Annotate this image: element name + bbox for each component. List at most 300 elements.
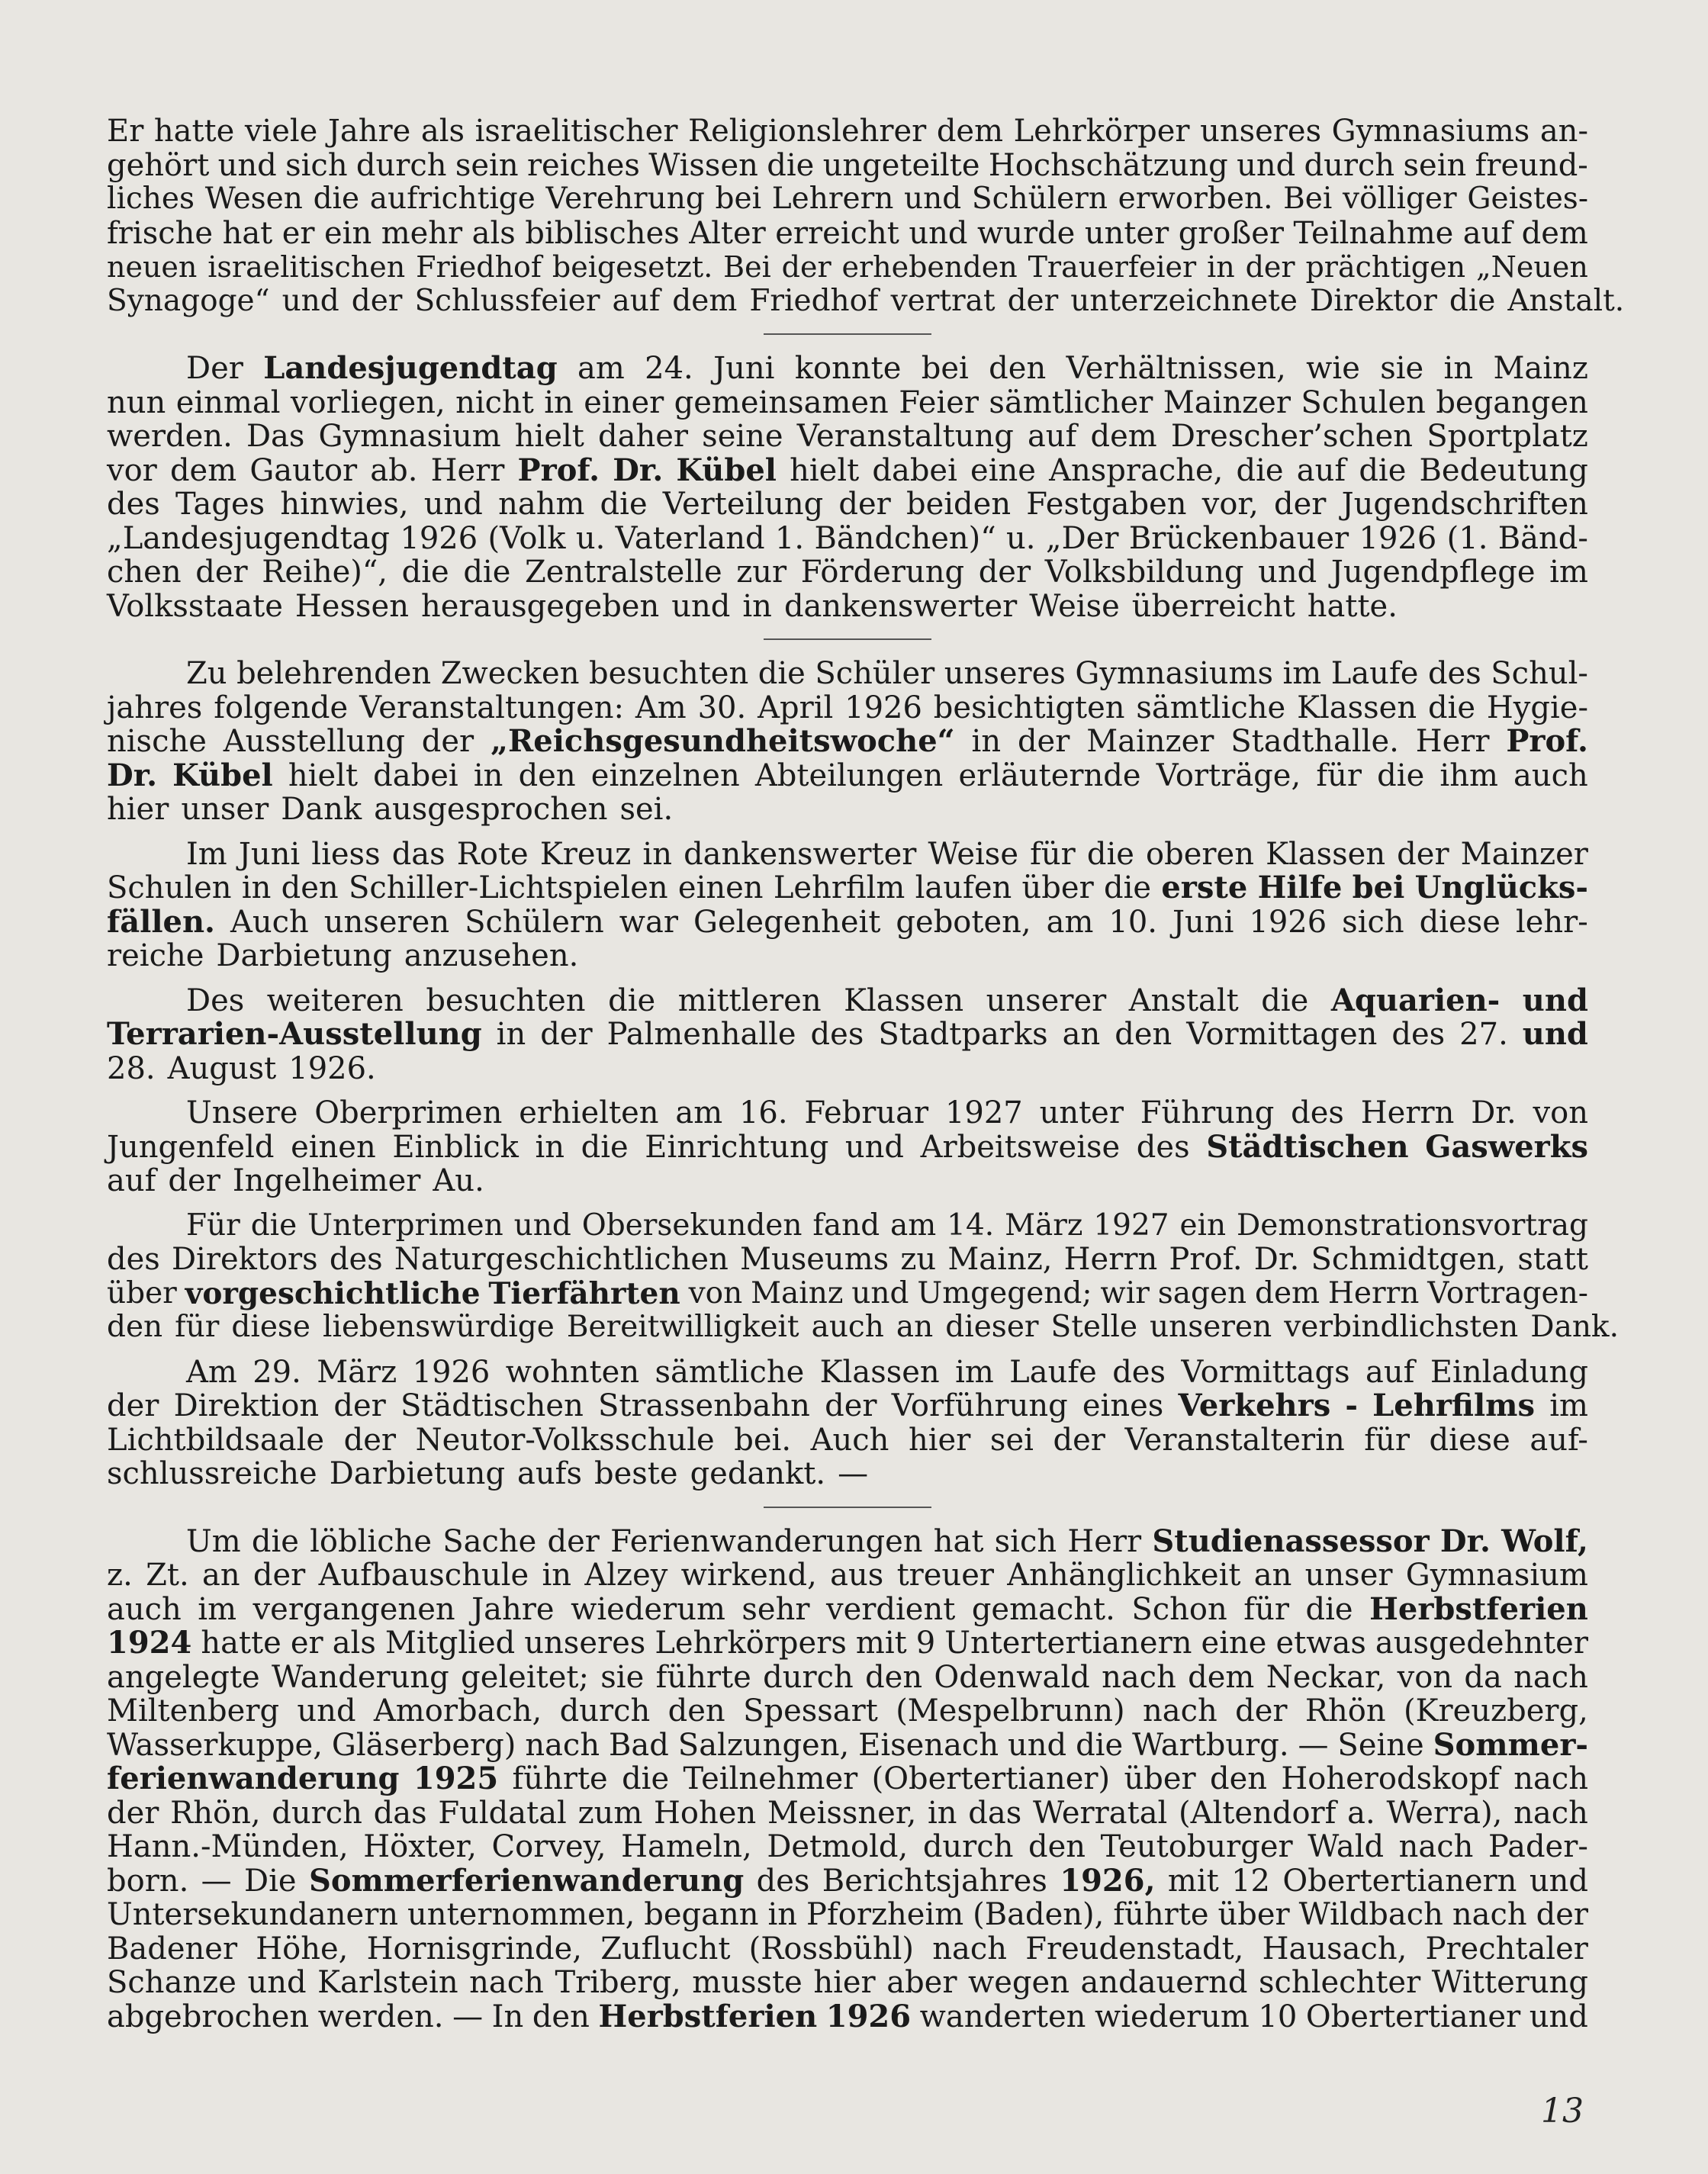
word: Gymnasiums <box>1331 114 1530 149</box>
word: Lehrern <box>771 182 894 216</box>
word: Hameln, <box>621 1829 752 1864</box>
word: Hochschätzung <box>988 147 1228 183</box>
bold-word: Kübel <box>172 757 273 793</box>
word: in <box>544 384 574 420</box>
word: sich <box>994 1523 1057 1559</box>
word: beiden <box>905 487 1012 522</box>
word: Direktors <box>171 1242 318 1277</box>
bold-word: Kübel <box>676 452 777 488</box>
word: durch <box>922 1829 1014 1864</box>
word: musste <box>692 1965 803 2000</box>
word: 27. <box>1459 1017 1508 1052</box>
word: dem <box>1188 1659 1255 1695</box>
bold-word: „Reichsgesundheitswoche“ <box>491 723 955 759</box>
word: herausgegeben <box>420 588 660 624</box>
word: Eisenach <box>858 1727 999 1763</box>
word: unternommen, <box>407 1897 635 1932</box>
word: und <box>904 182 962 216</box>
word: Alzey <box>584 1558 668 1593</box>
word: frische <box>107 215 214 251</box>
word: den <box>532 1999 590 2034</box>
word: Schon <box>1131 1591 1227 1627</box>
word: 1926 <box>844 690 922 725</box>
word: anzusehen. <box>404 938 579 973</box>
text-line <box>107 1525 1588 1559</box>
word: Juni <box>1172 904 1234 940</box>
word: 1927 <box>944 1095 1023 1130</box>
word: reiche <box>107 938 204 973</box>
word: nach <box>1102 1659 1176 1695</box>
word: durch <box>763 1659 854 1695</box>
bold-word: Dr. <box>107 757 158 793</box>
word: eines <box>1082 1388 1164 1423</box>
word: werden. <box>107 419 233 454</box>
word: treuer <box>896 1558 994 1593</box>
word: überreicht <box>1131 588 1295 624</box>
bold-word: Hilfe <box>1257 870 1343 905</box>
text-line <box>107 2000 1588 2034</box>
word: Höhe, <box>256 1931 349 1967</box>
word: Reihe)“, <box>262 555 388 590</box>
word: des <box>1136 1129 1190 1165</box>
word: der <box>1017 724 1070 759</box>
word: ausgedehnter <box>1375 1626 1588 1661</box>
word: freund- <box>1475 147 1588 183</box>
word: bei <box>715 182 762 216</box>
word: die <box>767 147 815 183</box>
word: hatte <box>201 1626 281 1661</box>
word: wegen <box>968 1965 1070 2000</box>
word: und <box>247 1965 307 2000</box>
word: Bad <box>609 1727 669 1763</box>
word: Des <box>186 982 245 1018</box>
word: Für <box>186 1208 240 1243</box>
word: Bereitwilligkeit <box>566 1310 799 1344</box>
word: erhebenden <box>841 250 1018 284</box>
word: der <box>540 1017 593 1052</box>
word: laufen <box>915 870 1012 905</box>
word: Bändchen)“ <box>814 520 996 556</box>
word: hinwies, <box>280 487 409 522</box>
word: vorliegen, <box>290 384 445 420</box>
word: seine <box>702 419 783 454</box>
paragraph <box>107 1356 1588 1491</box>
word: nahm <box>498 487 585 522</box>
word: Schul- <box>1491 656 1588 691</box>
word: die <box>1261 982 1309 1018</box>
text-line <box>107 114 1588 149</box>
word: dankenswerter <box>684 836 917 872</box>
word: die <box>401 555 449 590</box>
word: Triberg, <box>555 1965 681 2000</box>
text-line <box>107 1796 1588 1831</box>
word: hier <box>813 1965 876 2000</box>
word: z. <box>107 1558 133 1593</box>
text-line <box>107 352 1588 386</box>
word: chen <box>107 555 182 590</box>
word: Rhön, <box>170 1795 261 1831</box>
word: Demonstrationsvortrag <box>1237 1208 1588 1243</box>
word: Am <box>186 1354 237 1390</box>
word: führte <box>512 1761 608 1796</box>
word: nach <box>525 1727 600 1763</box>
word: sich <box>285 147 348 183</box>
word: einmal <box>175 384 281 420</box>
word: und <box>1529 1999 1588 2034</box>
word: Stelle <box>1050 1310 1138 1344</box>
word: hielt <box>790 452 860 488</box>
bold-word: Gaswerks <box>1425 1128 1588 1165</box>
word: ab. <box>370 452 418 488</box>
word: sein <box>455 147 519 183</box>
word: durch <box>559 1693 651 1729</box>
word: konnte <box>794 351 902 386</box>
word: Strassenbahn <box>598 1388 810 1423</box>
word: Wald <box>1308 1829 1385 1864</box>
bold-word: erste <box>1161 870 1248 905</box>
word: über <box>1124 1761 1196 1796</box>
word: an <box>1062 1017 1101 1052</box>
word: Juni <box>713 351 775 386</box>
word: Der <box>186 351 243 386</box>
text-line <box>107 793 1588 827</box>
word: in <box>241 870 272 905</box>
word: diese <box>1419 904 1501 940</box>
word: 1926 <box>1359 520 1437 556</box>
word: unter <box>1084 215 1169 251</box>
word: 12 <box>1231 1863 1270 1899</box>
bold-word: und <box>1522 1016 1588 1052</box>
word: März <box>317 1354 397 1390</box>
word: Zt. <box>146 1558 189 1593</box>
word: Einladung <box>1430 1354 1588 1390</box>
word: hielt <box>514 419 584 454</box>
word: im <box>1549 555 1588 590</box>
word: Odenwald <box>934 1659 1090 1695</box>
word: besuchten <box>426 982 586 1018</box>
word: Corvey, <box>491 1829 606 1864</box>
text-line <box>107 1830 1588 1864</box>
word: wirkend, <box>680 1558 817 1593</box>
word: die <box>1449 283 1496 318</box>
word: des <box>107 487 160 522</box>
word: Schulen <box>1301 384 1426 420</box>
word: er <box>290 1626 323 1661</box>
word: Obertertianer <box>1305 1999 1521 2034</box>
word: Höxter, <box>363 1829 477 1864</box>
word: des <box>1391 1017 1446 1052</box>
word: Ferienwanderungen <box>610 1523 923 1559</box>
bold-word: Terrarien-Ausstellung <box>107 1016 482 1052</box>
section-divider <box>107 1491 1588 1525</box>
text-line <box>107 1762 1588 1796</box>
word: hat <box>222 215 273 251</box>
word: neuen <box>107 250 198 284</box>
word: aufrichtige <box>369 182 536 216</box>
word: der <box>421 724 474 759</box>
word: 1. <box>774 520 805 556</box>
text-line <box>107 984 1588 1018</box>
word: den <box>1210 1761 1268 1796</box>
word: am <box>1046 904 1094 940</box>
word: belehrenden <box>236 656 432 691</box>
text-line <box>107 905 1588 940</box>
word: Schüler <box>815 656 935 691</box>
word: auch <box>107 1591 182 1627</box>
bold-word: Prof. <box>1506 723 1588 759</box>
word: sagen <box>1157 1275 1247 1311</box>
word: sie <box>600 1659 645 1695</box>
word: aus <box>830 1558 884 1593</box>
word: Friedhof <box>416 250 542 284</box>
word: August <box>167 1050 277 1086</box>
word: und <box>297 1693 356 1729</box>
word: (Mespelbrunn) <box>896 1693 1125 1729</box>
word: (Kreuzberg, <box>1404 1693 1588 1729</box>
word: hatte <box>153 114 235 149</box>
word: die <box>600 487 648 522</box>
word: Zentralstelle <box>525 555 722 590</box>
word: u. <box>1006 520 1036 556</box>
word: dabei <box>373 757 458 793</box>
word: im <box>198 1591 237 1627</box>
word: der <box>1397 836 1449 872</box>
word: besuchten <box>589 656 749 691</box>
word: des <box>1112 1354 1166 1390</box>
word: Untersekundanern <box>107 1897 399 1932</box>
word: Ansprache, <box>1049 452 1224 488</box>
word: 14. <box>947 1208 995 1243</box>
word: vor <box>107 452 157 488</box>
word: großer <box>1178 215 1285 251</box>
word: in <box>473 757 503 793</box>
word: sie <box>1380 351 1424 386</box>
bold-word: Sommerferienwanderung <box>308 1862 745 1899</box>
word: Schulen <box>107 870 232 905</box>
section-divider <box>107 318 1588 352</box>
word: führte <box>655 1659 751 1695</box>
word: bei. <box>734 1422 792 1458</box>
word: des <box>1427 656 1481 691</box>
word: 1926. <box>288 1050 376 1086</box>
bold-word: Aquarien- <box>1330 982 1501 1018</box>
word: liebenswürdige <box>323 1310 555 1344</box>
word: auf <box>1365 1354 1415 1390</box>
word: 1927 <box>1093 1208 1169 1243</box>
word: Gymnasiums <box>1075 656 1273 691</box>
text-line <box>107 1423 1588 1458</box>
word: unseren <box>1150 1310 1272 1344</box>
word: Schmidtgen, <box>1311 1242 1507 1277</box>
word: Detmold, <box>767 1829 909 1864</box>
word: — <box>838 1456 869 1491</box>
document-body <box>107 114 1625 2034</box>
word: in <box>971 724 1002 759</box>
word: an <box>896 1310 934 1344</box>
word: dem <box>169 452 237 488</box>
word: die <box>581 1129 629 1165</box>
word: der <box>195 555 248 590</box>
bold-word: und <box>1522 982 1588 1018</box>
word: Volksbildung <box>1044 555 1244 590</box>
word: Neckar, <box>1266 1659 1386 1695</box>
word: der <box>1007 283 1059 318</box>
word: beigesetzt. <box>552 250 713 284</box>
word: das <box>373 1795 427 1831</box>
word: unterzeichnete <box>1070 283 1298 318</box>
word: Zuflucht <box>600 1931 731 1967</box>
word: — <box>452 1999 484 2034</box>
word: der <box>547 1523 600 1559</box>
bold-word: 1926 <box>825 1998 912 2034</box>
word: und <box>1008 1727 1067 1763</box>
word: Museums <box>740 1242 889 1277</box>
word: abgebrochen <box>107 1999 310 2034</box>
word: Vortragen- <box>1427 1275 1588 1311</box>
word: in <box>496 1017 526 1052</box>
word: nach <box>1513 1795 1588 1831</box>
word: hier <box>107 792 169 827</box>
word: Pader- <box>1488 1829 1588 1864</box>
word: wanderten <box>919 1999 1086 2034</box>
word: Unterprimen <box>307 1208 503 1243</box>
text-line <box>107 1243 1588 1277</box>
word: Volksstaate <box>107 588 283 624</box>
word: auf- <box>1529 1422 1588 1458</box>
word: unseres <box>1200 114 1322 149</box>
word: reiches <box>526 147 640 183</box>
word: sei. <box>619 792 674 827</box>
word: einen <box>291 1129 376 1165</box>
word: und <box>217 147 277 183</box>
word: Tages <box>175 487 265 522</box>
word: sei <box>989 1422 1034 1458</box>
word: aufs <box>517 1456 582 1491</box>
word: der <box>1274 487 1327 522</box>
bold-word: fällen. <box>107 903 215 940</box>
word: an <box>1253 1558 1292 1593</box>
word: liess <box>311 836 381 872</box>
word: Laufe <box>1009 1354 1097 1390</box>
word: einen <box>677 870 764 905</box>
word: die <box>251 1523 299 1559</box>
bold-word: Städtischen <box>1206 1128 1409 1165</box>
word: hatte. <box>1307 588 1398 624</box>
word: Brückenbauer <box>1128 520 1349 556</box>
word: Miltenberg <box>107 1693 280 1729</box>
word: die <box>250 1208 298 1243</box>
word: auch <box>811 1310 884 1344</box>
word: Weise <box>928 836 1018 872</box>
word: Zwecken <box>440 656 580 691</box>
word: Hann.-Münden, <box>107 1829 349 1864</box>
word: Hoherodskopf <box>1281 1761 1500 1796</box>
word: (Baden), <box>973 1897 1105 1932</box>
word: und <box>1529 1863 1588 1899</box>
word: Veranstaltungen: <box>359 690 625 725</box>
word: Mitglied <box>384 1626 516 1661</box>
word: Amorbach, <box>373 1693 542 1729</box>
bold-word: Prof. <box>517 452 600 488</box>
bold-word: Tierfährten <box>488 1275 680 1311</box>
word: wiederum <box>1095 1999 1250 2034</box>
word: Hohen <box>654 1795 757 1831</box>
text-line <box>107 250 1588 285</box>
word: verbindlichsten <box>1284 1310 1519 1344</box>
word: als <box>420 114 465 149</box>
word: a. <box>1347 1795 1375 1831</box>
word: Klassen <box>844 982 964 1018</box>
word: des <box>107 1242 160 1277</box>
word: und <box>1237 147 1296 183</box>
word: auf <box>1296 452 1346 488</box>
text-line <box>107 1966 1588 2000</box>
paragraph <box>107 1208 1619 1345</box>
word: Dank <box>281 792 362 827</box>
word: Klassen <box>819 1354 940 1390</box>
word: Vaterland <box>615 520 765 556</box>
word: in <box>542 1558 572 1593</box>
bold-word: - <box>1345 1388 1358 1423</box>
word: begann <box>644 1897 759 1932</box>
word: Geistes- <box>1467 182 1588 216</box>
word: an <box>201 1558 240 1593</box>
word: Meissner, <box>767 1795 917 1831</box>
word: folgende <box>214 690 349 725</box>
word: den <box>518 757 576 793</box>
bold-word: vorgeschichtliche <box>185 1275 481 1311</box>
word: dankenswerter <box>783 588 1018 624</box>
word: born. <box>107 1863 189 1899</box>
word: für <box>1316 757 1362 793</box>
word: Kreuz <box>539 836 632 872</box>
word: über <box>1217 1897 1290 1932</box>
word: in <box>742 588 772 624</box>
word: Städtischen <box>400 1388 584 1423</box>
word: unser <box>181 792 269 827</box>
text-line <box>107 555 1588 590</box>
text-line <box>107 487 1588 522</box>
word: im <box>955 1354 994 1390</box>
word: Obersekunden <box>581 1208 803 1243</box>
text-line <box>107 1389 1588 1423</box>
bold-word: Unglücks- <box>1414 870 1588 905</box>
word: nicht <box>455 384 534 420</box>
word: mit <box>855 1626 907 1661</box>
word: völliger <box>1343 182 1457 216</box>
word: da <box>1464 1659 1502 1695</box>
word: 1926 <box>412 1354 491 1390</box>
word: des <box>329 1242 383 1277</box>
word: sein <box>1403 147 1467 183</box>
word: gedankt. <box>690 1456 826 1491</box>
word: er <box>281 215 315 251</box>
word: Dr. <box>1253 1242 1300 1277</box>
word: Werra), <box>1386 1795 1503 1831</box>
word: Abteilungen <box>754 757 944 793</box>
text-line <box>107 1310 1619 1345</box>
word: Jugendschriften <box>1341 487 1588 522</box>
word: die <box>1305 1591 1353 1627</box>
word: am <box>675 1095 723 1130</box>
word: andauernd <box>1080 1965 1248 2000</box>
word: Mainzer <box>1163 384 1291 420</box>
word: Mainz <box>751 1275 844 1311</box>
word: Seine <box>1337 1727 1424 1763</box>
word: der <box>1536 1897 1588 1932</box>
word: Alter <box>689 215 766 251</box>
word: von <box>1533 1095 1588 1130</box>
